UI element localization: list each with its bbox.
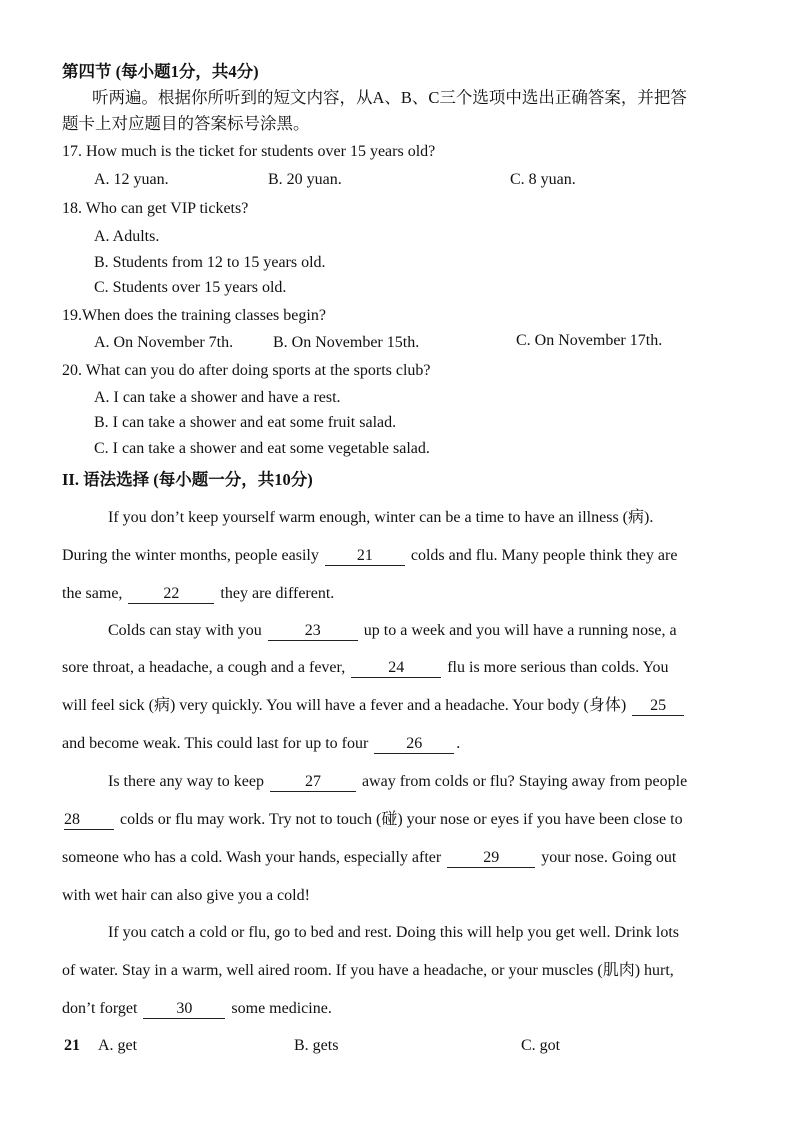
passage-p2-line4 — [62, 734, 460, 754]
passage-text: up to a week and you will have a running nose, a — [363, 622, 677, 639]
blank-26[interactable]: 26 — [374, 735, 454, 754]
passage-text: colds and flu. Many people think they are — [410, 547, 678, 564]
question-19-option-a[interactable]: A. On November 7th. — [94, 334, 234, 351]
section2-title: II. 语法选择 (每小题一分，共10分) — [62, 470, 313, 489]
question-20-stem: 20. What can you do after doing sports at the sports club? — [62, 362, 431, 379]
section4-instruction-line1: 听两遍。根据你所听到的短文内容，从A、B、C三个选项中选出正确答案，并把答 — [92, 88, 687, 107]
question-20-option-a[interactable]: A. I can take a shower and have a rest. — [94, 389, 341, 406]
blank-28[interactable]: 28 — [64, 811, 114, 830]
question-18-option-b[interactable]: B. Students from 12 to 15 years old. — [94, 254, 326, 271]
passage-text: don’t forget — [62, 1000, 138, 1017]
question-18-option-a[interactable]: A. Adults. — [94, 228, 160, 245]
passage-p4-line2: of water. Stay in a warm, well aired room. If you have a headache, or your muscles (肌肉) hurt, — [62, 962, 674, 979]
passage-p2-line3 — [62, 696, 686, 716]
question-17-option-c[interactable]: C. 8 yuan. — [510, 171, 576, 188]
passage-p3-line4: with wet hair can also give you a cold! — [62, 887, 310, 904]
passage-p3-line2 — [62, 810, 683, 830]
blank-23[interactable]: 23 — [268, 622, 358, 641]
question-18-option-c[interactable]: C. Students over 15 years old. — [94, 279, 287, 296]
passage-p4-line1: If you catch a cold or flu, go to bed and rest. Doing this will help you get well. Drink lots — [108, 924, 679, 941]
passage-p1-line3 — [62, 584, 334, 604]
question-17-option-a[interactable]: A. 12 yuan. — [94, 171, 169, 188]
question-21-option-b[interactable]: B. gets — [294, 1037, 339, 1054]
question-21-number: 21 — [64, 1037, 80, 1054]
question-17-option-b[interactable]: B. 20 yuan. — [268, 171, 342, 188]
question-20-option-b[interactable]: B. I can take a shower and eat some fruit salad. — [94, 414, 397, 431]
blank-30[interactable]: 30 — [143, 1000, 225, 1019]
passage-p3-line1 — [108, 772, 687, 792]
question-20-option-c[interactable]: C. I can take a shower and eat some vegetable salad. — [94, 440, 430, 457]
passage-text: will feel sick (病) very quickly. You will have a fever and a headache. Your body (身体) — [62, 697, 627, 714]
passage-text: flu is more serious than colds. You — [447, 659, 669, 676]
passage-p3-line3 — [62, 848, 676, 868]
passage-text: During the winter months, people easily — [62, 547, 319, 564]
blank-22[interactable]: 22 — [128, 585, 214, 604]
question-19-option-c[interactable]: C. On November 17th. — [516, 332, 663, 349]
passage-p1-line1: If you don’t keep yourself warm enough, winter can be a time to have an illness (病). — [108, 509, 654, 526]
question-21-option-c[interactable]: C. got — [521, 1037, 561, 1054]
passage-text: Colds can stay with you — [108, 622, 262, 639]
passage-p2-line2 — [62, 658, 669, 678]
blank-21[interactable]: 21 — [325, 547, 405, 566]
passage-p1-line2 — [62, 546, 677, 566]
section4-title: 第四节 (每小题1分，共4分) — [62, 62, 259, 81]
question-21-option-a[interactable]: A. get — [98, 1037, 138, 1054]
passage-text: some medicine. — [231, 1000, 332, 1017]
passage-text: they are different. — [220, 585, 335, 602]
passage-text: your nose. Going out — [541, 849, 677, 866]
passage-text: away from colds or flu? Staying away from people — [361, 773, 688, 790]
question-19-option-b[interactable]: B. On November 15th. — [273, 334, 420, 351]
passage-text: colds or flu may work. Try not to touch (碰) your nose or eyes if you have been close to — [120, 811, 683, 828]
blank-27[interactable]: 27 — [270, 773, 356, 792]
passage-text: and become weak. This could last for up to four — [62, 735, 369, 752]
blank-24[interactable]: 24 — [351, 659, 441, 678]
question-19-stem: 19.When does the training classes begin? — [62, 307, 326, 324]
passage-text: the same, — [62, 585, 123, 602]
passage-text: . — [456, 735, 461, 752]
passage-text: sore throat, a headache, a cough and a fever, — [62, 659, 346, 676]
blank-29[interactable]: 29 — [447, 849, 535, 868]
passage-text: Is there any way to keep — [108, 773, 264, 790]
question-17-stem: 17. How much is the ticket for students over 15 years old? — [62, 143, 436, 160]
passage-text: someone who has a cold. Wash your hands, especially after — [62, 849, 442, 866]
section4-instruction-line2: 题卡上对应题目的答案标号涂黑。 — [62, 114, 310, 133]
blank-25[interactable]: 25 — [632, 697, 684, 716]
passage-p4-line3 — [62, 999, 332, 1019]
question-18-stem: 18. Who can get VIP tickets? — [62, 200, 249, 217]
passage-p2-line1 — [108, 621, 677, 641]
